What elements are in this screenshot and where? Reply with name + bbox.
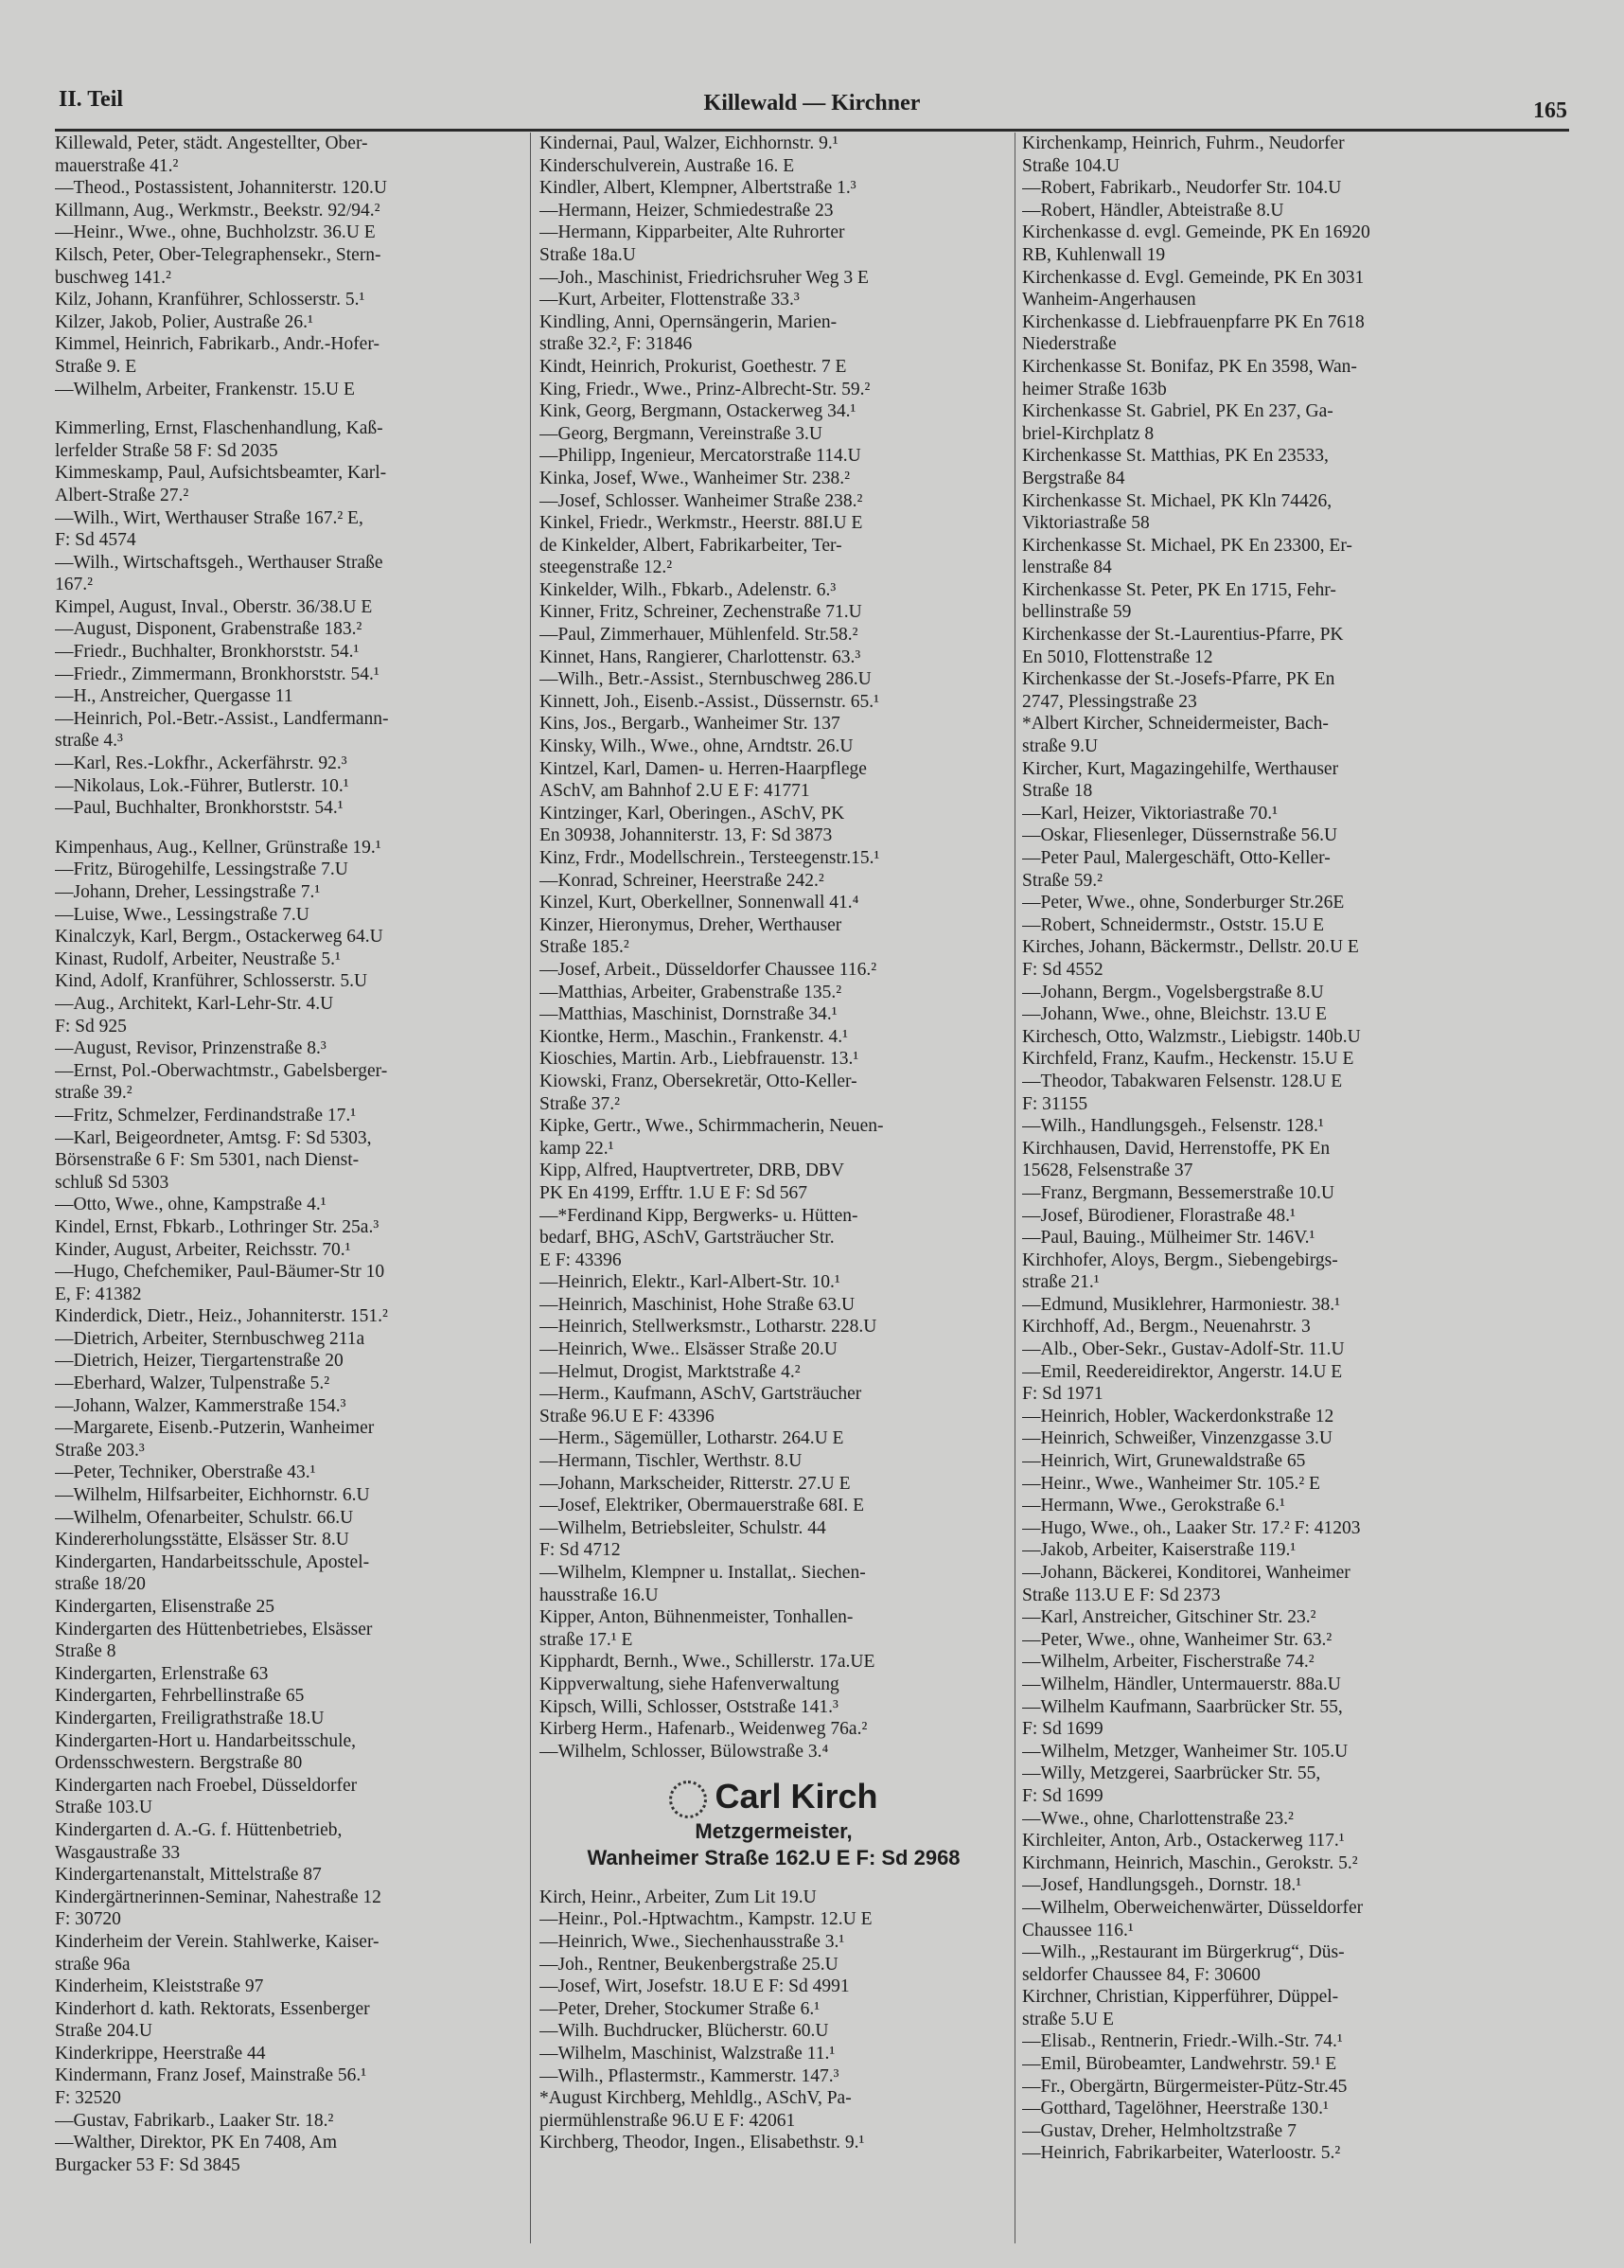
directory-line: Kindergarten, Elisenstraße 25 — [55, 1597, 274, 1617]
directory-line: F: 32520 — [55, 2088, 121, 2109]
directory-line: Kimpel, August, Inval., Oberstr. 36/38.U E — [55, 596, 373, 617]
directory-line: Kiontke, Herm., Maschin., Frankenstr. 4.¹ — [539, 1026, 848, 1047]
directory-line: —Friedr., Zimmermann, Bronkhorststr. 54.¹ — [55, 664, 380, 684]
directory-line: Kirchenkasse der St.-Josefs-Pfarre, PK En — [1022, 669, 1335, 690]
directory-line: —Wilhelm, Oberweichenwärter, Düsseldorfer — [1022, 1897, 1364, 1918]
directory-line: *August Kirchberg, Mehldlg., ASchV, Pa- — [539, 2088, 852, 2109]
directory-line: Kimmeskamp, Paul, Aufsichtsbeamter, Karl- — [55, 463, 387, 484]
directory-line: —Wilhelm, Klempner u. Installat,. Siechen- — [539, 1563, 866, 1583]
directory-line: —Johann, Bergm., Vogelsbergstraße 8.U — [1022, 982, 1324, 1002]
directory-line: —Oskar, Fliesenleger, Düssernstraße 56.U — [1022, 825, 1338, 846]
directory-line: —Edmund, Musiklehrer, Harmoniestr. 38.¹ — [1022, 1294, 1340, 1315]
directory-line: straße 18/20 — [55, 1574, 146, 1595]
directory-line: —Hermann, Wwe., Gerokstraße 6.¹ — [1022, 1496, 1285, 1516]
directory-line: Kindergartenanstalt, Mittelstraße 87 — [55, 1865, 322, 1886]
directory-column-2 — [539, 133, 1008, 2171]
directory-line: Kinnett, Joh., Eisenb.-Assist., Düssernstr. 65.¹ — [539, 691, 880, 712]
directory-line: —Luise, Wwe., Lessingstraße 7.U — [55, 904, 309, 925]
directory-line: —Heinrich, Maschinist, Hohe Straße 63.U — [539, 1294, 856, 1315]
directory-line: Kirchenkasse St. Michael, PK Kln 74426, — [1022, 490, 1333, 511]
directory-line: Kinast, Rudolf, Arbeiter, Neustraße 5.¹ — [55, 948, 341, 969]
directory-line: 15628, Felsenstraße 37 — [1022, 1161, 1193, 1181]
directory-line: —Elisab., Rentnerin, Friedr.-Wilh.-Str. 74.¹ — [1022, 2031, 1343, 2052]
directory-line: Straße 203.³ — [55, 1440, 145, 1461]
directory-line: straße 5.U E — [1022, 2009, 1114, 2029]
directory-line: —Wilh., Pflastermstr., Kammerstr. 147.³ — [539, 2065, 839, 2086]
directory-line: Kirchenkamp, Heinrich, Fuhrm., Neudorfer — [1022, 133, 1345, 153]
directory-line: Kirchhoff, Ad., Bergm., Neuenahrstr. 3 — [1022, 1317, 1311, 1338]
directory-line: Straße 103.U — [55, 1798, 152, 1818]
directory-line: —Kurt, Arbeiter, Flottenstraße 33.³ — [539, 290, 800, 310]
directory-line: seldorfer Chaussee 84, F: 30600 — [1022, 1964, 1261, 1985]
entry-group — [539, 1887, 1008, 2154]
directory-line: 2747, Plessingstraße 23 — [1022, 691, 1197, 712]
directory-line: —Willy, Metzgerei, Saarbrücker Str. 55, — [1022, 1763, 1321, 1784]
directory-line: —Heinr., Wwe., Wanheimer Str. 105.² E — [1022, 1473, 1320, 1494]
section-label: II. Teil — [59, 87, 124, 112]
directory-line: —Hugo, Wwe., oh., Laaker Str. 17.² F: 41203 — [1022, 1517, 1361, 1538]
directory-line: ASchV, am Bahnhof 2.U E F: 41771 — [539, 781, 810, 802]
directory-line: Kirchfeld, Franz, Kaufm., Heckenstr. 15.U E — [1022, 1049, 1354, 1070]
directory-line: —Emil, Reedereidirektor, Angerstr. 14.U E — [1022, 1361, 1343, 1382]
directory-line: E, F: 41382 — [55, 1284, 142, 1304]
directory-line: —Wilhelm, Maschinist, Walzstraße 11.¹ — [539, 2043, 836, 2064]
directory-line: Kimmerling, Ernst, Flaschenhandlung, Kaß- — [55, 418, 383, 439]
directory-line: Albert-Straße 27.² — [55, 485, 189, 505]
directory-line: —Heinrich, Schweißer, Vinzenzgasse 3.U — [1022, 1428, 1333, 1449]
directory-line: Kinnet, Hans, Rangierer, Charlottenstr. 63.³ — [539, 647, 861, 667]
directory-line: Kirchenkasse d. Evgl. Gemeinde, PK En 3031 — [1022, 267, 1365, 288]
directory-line: —Georg, Bergmann, Vereinstraße 3.U — [539, 423, 822, 444]
directory-line: Kinalczyk, Karl, Bergm., Ostackerweg 64.U — [55, 927, 383, 948]
directory-line: Wasgaustraße 33 — [55, 1842, 181, 1863]
directory-line: —Ernst, Pol.-Oberwachtmstr., Gabelsberger- — [55, 1060, 388, 1081]
directory-line: Kindel, Ernst, Fbkarb., Lothringer Str. 25a.³ — [55, 1216, 380, 1237]
directory-line: Straße 185.² — [539, 937, 629, 958]
directory-line: —Wilhelm, Betriebsleiter, Schulstr. 44 — [539, 1517, 826, 1538]
directory-line: Kindergarten, Erlenstraße 63 — [55, 1663, 269, 1684]
directory-line: Kindererholungsstätte, Elsässer Str. 8.U — [55, 1530, 349, 1550]
directory-line: —Wwe., ohne, Charlottenstraße 23.² — [1022, 1808, 1294, 1829]
directory-line: briel-Kirchplatz 8 — [1022, 423, 1155, 444]
directory-line: Kinderheim, Kleiststraße 97 — [55, 1976, 264, 1997]
directory-line: —Theod., Postassistent, Johanniterstr. 120.U — [55, 178, 387, 199]
directory-line: bellinstraße 59 — [1022, 602, 1132, 623]
directory-line: —Johann, Markscheider, Ritterstr. 27.U E — [539, 1473, 851, 1494]
entry-group — [55, 837, 523, 2177]
directory-line: Kinderhort d. kath. Rektorats, Essenberger — [55, 1998, 370, 2019]
directory-line: —August, Disponent, Grabenstraße 183.² — [55, 619, 362, 640]
directory-line: —Paul, Bauing., Mülheimer Str. 146V.¹ — [1022, 1228, 1315, 1249]
directory-line: —Peter, Techniker, Oberstraße 43.¹ — [55, 1462, 316, 1483]
directory-line: heimer Straße 163b — [1022, 379, 1167, 399]
directory-line: Kind, Adolf, Kranführer, Schlosserstr. 5.U — [55, 971, 368, 992]
directory-line: Chaussee 116.¹ — [1022, 1920, 1134, 1940]
directory-line: Kirchhausen, David, Herrenstoffe, PK En — [1022, 1138, 1331, 1159]
directory-line: straße 32.², F: 31846 — [539, 334, 693, 355]
directory-line: Kinsky, Wilh., Wwe., ohne, Arndtstr. 26.U — [539, 736, 854, 757]
directory-line: Straße 18a.U — [539, 244, 636, 265]
directory-line: Kinka, Josef, Wwe., Wanheimer Str. 238.² — [539, 468, 850, 488]
directory-line: —Dietrich, Arbeiter, Sternbuschweg 211a — [55, 1328, 365, 1349]
directory-line: —Peter, Dreher, Stockumer Straße 6.¹ — [539, 1998, 821, 2019]
entry-group — [55, 417, 523, 820]
directory-line: Straße 37.² — [539, 1093, 620, 1114]
directory-line: Kirchenkasse d. evgl. Gemeinde, PK En 16920 — [1022, 222, 1370, 243]
directory-line: Kirchhofer, Aloys, Bergm., Siebengebirgs- — [1022, 1249, 1338, 1270]
directory-line: Kilzer, Jakob, Polier, Austraße 26.¹ — [55, 311, 313, 332]
wreath-icon — [669, 1781, 707, 1818]
directory-line: Kirchner, Christian, Kipperführer, Düppel- — [1022, 1987, 1339, 2008]
directory-column-3 — [1022, 133, 1571, 2182]
directory-line: —Wilhelm, Ofenarbeiter, Schulstr. 66.U — [55, 1507, 354, 1528]
directory-line: Kindergarten, Handarbeitsschule, Apostel- — [55, 1551, 370, 1572]
directory-line: Straße 8 — [55, 1641, 116, 1662]
directory-line: RB, Kuhlenwall 19 — [1022, 244, 1166, 265]
directory-line: Kilsch, Peter, Ober-Telegraphensekr., Stern- — [55, 244, 381, 265]
directory-line: Kircher, Kurt, Magazingehilfe, Werthauser — [1022, 758, 1339, 779]
directory-line: bedarf, BHG, ASchV, Gartsträucher Str. — [539, 1228, 835, 1249]
directory-line: —Karl, Beigeordneter, Amtsg. F: Sd 5303, — [55, 1127, 372, 1148]
directory-line: —Fritz, Bürogehilfe, Lessingstraße 7.U — [55, 859, 348, 880]
directory-line: —Heinrich, Pol.-Betr.-Assist., Landfermann- — [55, 708, 389, 729]
directory-line: —Josef, Elektriker, Obermauerstraße 68I. E — [539, 1496, 865, 1516]
directory-line: Straße 96.U E F: 43396 — [539, 1406, 715, 1426]
directory-line: Kirches, Johann, Bäckermstr., Dellstr. 20.U E — [1022, 937, 1359, 958]
directory-line: piermühlenstraße 96.U E F: 42061 — [539, 2110, 796, 2131]
directory-line: —Emil, Bürobeamter, Landwehrstr. 59.¹ E — [1022, 2054, 1337, 2075]
directory-line: Kimmel, Heinrich, Fabrikarb., Andr.-Hofer- — [55, 334, 380, 355]
page-range-title: Killewald — Kirchner — [703, 91, 921, 115]
directory-line: —Wilh., Wirtschaftsgeh., Werthauser Straße — [55, 552, 383, 573]
ad-trade: Metzgermeister, — [695, 1818, 853, 1843]
directory-line: —Wilh., Handlungsgeh., Felsenstr. 128.¹ — [1022, 1116, 1324, 1137]
directory-line: —Gustav, Dreher, Helmholtzstraße 7 — [1022, 2120, 1297, 2141]
directory-line: —Heinr., Wwe., ohne, Buchholzstr. 36.U E — [55, 222, 376, 243]
directory-line: —Heinr., Pol.-Hptwachtm., Kampstr. 12.U E — [539, 1909, 873, 1930]
directory-line: Kipphardt, Bernh., Wwe., Schillerstr. 17a.UE — [539, 1652, 875, 1673]
directory-line: Kipke, Gertr., Wwe., Schirmmacherin, Neuen- — [539, 1116, 884, 1137]
directory-line: En 30938, Johanniterstr. 13, F: Sd 3873 — [539, 825, 833, 846]
directory-line: Kirchenkasse St. Matthias, PK En 23533, — [1022, 446, 1329, 467]
directory-line: —Helmut, Drogist, Marktstraße 4.² — [539, 1361, 801, 1382]
directory-line: Kirchleiter, Anton, Arb., Ostackerweg 117.¹ — [1022, 1831, 1345, 1852]
directory-line: —Wilhelm, Arbeiter, Frankenstr. 15.U E — [55, 379, 355, 399]
entry-group — [55, 133, 523, 400]
directory-line: Kins, Jos., Bergarb., Wanheimer Str. 137 — [539, 714, 840, 735]
ad-address: Wanheimer Straße 162.U E F: Sd 2968 — [587, 1845, 961, 1869]
entry-group — [539, 133, 1008, 1763]
directory-line: Kinner, Fritz, Schreiner, Zechenstraße 71.U — [539, 602, 862, 623]
directory-line: F: 31155 — [1022, 1093, 1088, 1114]
directory-line: F: Sd 4712 — [539, 1540, 621, 1561]
directory-line: —Konrad, Schreiner, Heerstraße 242.² — [539, 870, 824, 891]
directory-line: Kindergarten, Freiligrathstraße 18.U — [55, 1708, 325, 1728]
directory-line: F: Sd 1699 — [1022, 1785, 1103, 1806]
directory-line: Straße 18 — [1022, 781, 1093, 802]
directory-line: —Wilhelm, Schlosser, Bülowstraße 3.⁴ — [539, 1741, 829, 1762]
directory-line: —Josef, Schlosser. Wanheimer Straße 238.² — [539, 490, 863, 511]
directory-line: —Herm., Kaufmann, ASchV, Gartsträucher — [539, 1384, 862, 1405]
directory-line: —Eberhard, Walzer, Tulpenstraße 5.² — [55, 1373, 330, 1394]
directory-line: —Peter Paul, Malergeschäft, Otto-Keller- — [1022, 848, 1331, 868]
directory-line: Kippverwaltung, siehe Hafenverwaltung — [539, 1674, 839, 1694]
directory-line: Straße 104.U — [1022, 155, 1120, 176]
directory-line: steegenstraße 12.² — [539, 558, 673, 578]
directory-line: —Dietrich, Heizer, Tiergartenstraße 20 — [55, 1351, 344, 1372]
directory-line: —Heinrich, Elektr., Karl-Albert-Str. 10.¹ — [539, 1272, 840, 1293]
directory-line: —Johann, Bäckerei, Konditorei, Wanheimer — [1022, 1563, 1350, 1583]
directory-line: —Josef, Arbeit., Düsseldorfer Chaussee 116.² — [539, 959, 877, 980]
directory-line: Kinderkrippe, Heerstraße 44 — [55, 2043, 266, 2064]
directory-line: Kinz, Frdr., Modellschrein., Tersteegenstr.15.¹ — [539, 848, 880, 868]
directory-line: —Heinrich, Wwe.. Elsässer Straße 20.U — [539, 1339, 838, 1360]
directory-line: straße 17.¹ E — [539, 1629, 633, 1650]
directory-line: Kirchenkasse St. Bonifaz, PK En 3598, Wan- — [1022, 356, 1357, 377]
directory-line: Kinderdick, Dietr., Heiz., Johanniterstr. 151.² — [55, 1306, 388, 1327]
directory-line: —Heinrich, Fabrikarbeiter, Waterloostr. 5.² — [1022, 2143, 1341, 2164]
directory-line: —Margarete, Eisenb.-Putzerin, Wanheimer — [55, 1418, 375, 1439]
directory-line: Burgacker 53 F: Sd 3845 — [55, 2154, 240, 2175]
directory-line: —*Ferdinand Kipp, Bergwerks- u. Hütten- — [539, 1205, 858, 1226]
column-divider — [530, 133, 531, 2243]
advertisement-carl-kirch — [539, 1776, 1008, 1870]
directory-column-1 — [55, 133, 523, 2193]
directory-line: *Albert Kircher, Schneidermeister, Bach- — [1022, 714, 1329, 735]
directory-line: Kirchenkasse St. Gabriel, PK En 237, Ga- — [1022, 401, 1333, 422]
directory-line: straße 96a — [55, 1954, 131, 1975]
directory-line: buschweg 141.² — [55, 267, 171, 288]
header-rule — [55, 129, 1569, 132]
directory-line: Niederstraße — [1022, 334, 1117, 355]
directory-line: —Matthias, Arbeiter, Grabenstraße 135.² — [539, 982, 842, 1002]
entry-group — [1022, 133, 1571, 2165]
directory-line: Kindler, Albert, Klempner, Albertstraße 1.³ — [539, 178, 856, 199]
directory-line: —Wilhelm, Metzger, Wanheimer Str. 105.U — [1022, 1741, 1349, 1762]
directory-line: —Karl, Heizer, Viktoriastraße 70.¹ — [1022, 803, 1278, 824]
directory-line: Straße 113.U E F: Sd 2373 — [1022, 1585, 1221, 1605]
directory-line: PK En 4199, Erfftr. 1.U E F: Sd 567 — [539, 1182, 807, 1203]
directory-line: F: Sd 4552 — [1022, 959, 1103, 980]
directory-line: Kindling, Anni, Opernsängerin, Marien- — [539, 311, 838, 332]
directory-line: —Gustav, Fabrikarb., Laaker Str. 18.² — [55, 2110, 334, 2131]
directory-line: —Hermann, Tischler, Werthstr. 8.U — [539, 1451, 803, 1472]
directory-line: —Wilh., Betr.-Assist., Sternbuschweg 286.U — [539, 669, 872, 690]
directory-line: —Robert, Fabrikarb., Neudorfer Str. 104.U — [1022, 178, 1342, 199]
directory-line: —Hugo, Chefchemiker, Paul-Bäumer-Str 10 — [55, 1262, 385, 1283]
directory-line: Kilz, Johann, Kranführer, Schlosserstr. 5.¹ — [55, 290, 365, 310]
directory-line: —Wilhelm Kaufmann, Saarbrücker Str. 55, — [1022, 1696, 1343, 1717]
directory-line: Kirchenkasse St. Peter, PK En 1715, Fehr- — [1022, 579, 1336, 600]
directory-line: Kindernai, Paul, Walzer, Eichhornstr. 9.¹ — [539, 133, 838, 153]
directory-line: Kinderschulverein, Austraße 16. E — [539, 155, 795, 176]
directory-line: F: Sd 1971 — [1022, 1384, 1103, 1405]
directory-line: —Theodor, Tabakwaren Felsenstr. 128.U E — [1022, 1071, 1343, 1091]
directory-line: —Franz, Bergmann, Bessemerstraße 10.U — [1022, 1182, 1334, 1203]
directory-line: Kinder, August, Arbeiter, Reichsstr. 70.¹ — [55, 1239, 351, 1260]
directory-line: —Hermann, Kipparbeiter, Alte Ruhrorter — [539, 222, 845, 243]
directory-line: Kinkelder, Wilh., Fbkarb., Adelenstr. 6.³ — [539, 579, 837, 600]
directory-line: kamp 22.¹ — [539, 1138, 614, 1159]
directory-line: F: Sd 4574 — [55, 530, 136, 551]
directory-line: —Wilh., „Restaurant im Bürgerkrug“, Düs- — [1022, 1942, 1345, 1963]
directory-line: —Matthias, Maschinist, Dornstraße 34.¹ — [539, 1004, 838, 1025]
directory-line: King, Friedr., Wwe., Prinz-Albrecht-Str. 59.² — [539, 379, 871, 399]
directory-line: —Heinrich, Wwe., Siechenhausstraße 3.¹ — [539, 1932, 845, 1953]
directory-line: Kirch, Heinr., Arbeiter, Zum Lit 19.U — [539, 1887, 817, 1907]
directory-line: 167.² — [55, 575, 93, 595]
directory-line: —Peter, Wwe., ohne, Wanheimer Str. 63.² — [1022, 1629, 1333, 1650]
page-number: 165 — [1533, 98, 1567, 123]
directory-line: En 5010, Flottenstraße 12 — [1022, 647, 1213, 667]
directory-line: —Otto, Wwe., ohne, Kampstraße 4.¹ — [55, 1195, 327, 1215]
directory-line: Kink, Georg, Bergmann, Ostackerweg 34.¹ — [539, 401, 856, 422]
directory-line: Ordensschwestern. Bergstraße 80 — [55, 1753, 303, 1774]
directory-line: Kinderheim der Verein. Stahlwerke, Kaiser- — [55, 1931, 380, 1952]
directory-line: —Paul, Zimmerhauer, Mühlenfeld. Str.58.² — [539, 625, 858, 646]
directory-line: Straße 59.² — [1022, 870, 1103, 891]
directory-line: —Wilh., Wirt, Werthauser Straße 167.² E, — [55, 507, 363, 528]
directory-line: —Johann, Wwe., ohne, Bleichstr. 13.U E — [1022, 1004, 1327, 1025]
directory-line: —Johann, Walzer, Kammerstraße 154.³ — [55, 1395, 346, 1416]
directory-line: —Nikolaus, Lok.-Führer, Butlerstr. 10.¹ — [55, 775, 349, 796]
directory-line: —August, Revisor, Prinzenstraße 8.³ — [55, 1038, 327, 1059]
directory-line: Kioschies, Martin. Arb., Liebfrauenstr. 13.¹ — [539, 1049, 859, 1070]
directory-line: E F: 43396 — [539, 1249, 622, 1270]
directory-line: straße 4.³ — [55, 731, 123, 752]
directory-line: —Robert, Schneidermstr., Oststr. 15.U E — [1022, 914, 1325, 935]
directory-line: Killmann, Aug., Werkmstr., Beekstr. 92/94.² — [55, 200, 380, 221]
directory-line: —Heinrich, Stellwerksmstr., Lotharstr. 228.U — [539, 1317, 877, 1338]
directory-line: Kintzel, Karl, Damen- u. Herren-Haarpflege — [539, 758, 867, 779]
directory-line: —Wilh. Buchdrucker, Blücherstr. 60.U — [539, 2021, 829, 2042]
directory-line: Kindergarten d. A.-G. f. Hüttenbetrieb, — [55, 1819, 343, 1840]
directory-line: —Johann, Dreher, Lessingstraße 7.¹ — [55, 882, 321, 902]
directory-line: de Kinkelder, Albert, Fabrikarbeiter, Ter- — [539, 535, 842, 556]
directory-line: schluß Sd 5303 — [55, 1172, 169, 1193]
directory-line: Kirchesch, Otto, Walzmstr., Liebigstr. 140b.U — [1022, 1026, 1361, 1047]
directory-line: —H., Anstreicher, Quergasse 11 — [55, 686, 293, 707]
directory-line: Bergstraße 84 — [1022, 468, 1125, 488]
directory-line: Straße 204.U — [55, 2021, 152, 2042]
directory-line: —Josef, Handlungsgeh., Dornstr. 18.¹ — [1022, 1875, 1302, 1896]
directory-line: F: 30720 — [55, 1909, 121, 1930]
directory-line: —Heinrich, Wirt, Grunewaldstraße 65 — [1022, 1451, 1306, 1472]
directory-line: —Joh., Rentner, Beukenbergstraße 25.U — [539, 1954, 838, 1975]
directory-line: Kindergarten-Hort u. Handarbeitsschule, — [55, 1730, 357, 1751]
directory-line: —Heinrich, Hobler, Wackerdonkstraße 12 — [1022, 1406, 1334, 1426]
directory-line: Kirchenkasse der St.-Laurentius-Pfarre, PK — [1022, 625, 1344, 646]
directory-line: lenstraße 84 — [1022, 558, 1112, 578]
directory-line: F: Sd 1699 — [1022, 1719, 1103, 1740]
directory-line: F: Sd 925 — [55, 1016, 127, 1037]
directory-line: straße 21.¹ — [1022, 1272, 1100, 1293]
directory-line: —Paul, Buchhalter, Bronkhorststr. 54.¹ — [55, 798, 344, 819]
directory-line: Kinzel, Kurt, Oberkellner, Sonnenwall 41.⁴ — [539, 893, 859, 913]
directory-line: —Karl, Res.-Lokfhr., Ackerfährstr. 92.³ — [55, 753, 347, 774]
directory-line: —Wilhelm, Arbeiter, Fischerstraße 74.² — [1022, 1652, 1315, 1673]
directory-line: Viktoriastraße 58 — [1022, 513, 1150, 534]
directory-line: Straße 9. E — [55, 356, 137, 377]
directory-line: Kindermann, Franz Josef, Mainstraße 56.¹ — [55, 2065, 367, 2086]
directory-line: —Alb., Ober-Sekr., Gustav-Adolf-Str. 11.U — [1022, 1339, 1345, 1360]
directory-line: Kindergarten, Fehrbellinstraße 65 — [55, 1686, 305, 1707]
directory-line: —Jakob, Arbeiter, Kaiserstraße 119.¹ — [1022, 1540, 1297, 1561]
directory-line: —Wilhelm, Händler, Untermauerstr. 88a.U — [1022, 1674, 1341, 1694]
directory-line: —Herm., Sägemüller, Lotharstr. 264.U E — [539, 1428, 844, 1449]
directory-line: —Hermann, Heizer, Schmiedestraße 23 — [539, 200, 834, 221]
directory-line: —Wilhelm, Hilfsarbeiter, Eichhornstr. 6.U — [55, 1485, 370, 1506]
directory-line: —Gotthard, Tagelöhner, Heerstraße 130.¹ — [1022, 2099, 1329, 2119]
directory-line: —Josef, Bürodiener, Florastraße 48.¹ — [1022, 1205, 1296, 1226]
directory-line: —Aug., Architekt, Karl-Lehr-Str. 4.U — [55, 993, 334, 1014]
directory-line: —Joh., Maschinist, Friedrichsruher Weg 3 E — [539, 267, 869, 288]
directory-line: —Friedr., Buchhalter, Bronkhorststr. 54.¹ — [55, 642, 360, 663]
directory-line: Kiowski, Franz, Obersekretär, Otto-Keller- — [539, 1071, 857, 1091]
directory-line: Kintzinger, Karl, Oberingen., ASchV, PK — [539, 803, 845, 824]
directory-line: Kindergarten nach Froebel, Düsseldorfer — [55, 1775, 358, 1796]
directory-line: —Fritz, Schmelzer, Ferdinandstraße 17.¹ — [55, 1105, 357, 1125]
directory-line: lerfelder Straße 58 F: Sd 2035 — [55, 440, 278, 461]
directory-line: Börsenstraße 6 F: Sm 5301, nach Dienst- — [55, 1150, 360, 1171]
directory-line: Kindt, Heinrich, Prokurist, Goethestr. 7 E — [539, 356, 847, 377]
directory-line: —Fr., Obergärtn, Bürgermeister-Pütz-Str.45 — [1022, 2076, 1348, 2097]
directory-line: —Robert, Händler, Abteistraße 8.U — [1022, 200, 1284, 221]
ad-name: Carl Kirch — [715, 1777, 878, 1816]
directory-line: —Walther, Direktor, PK En 7408, Am — [55, 2133, 337, 2153]
directory-line: straße 9.U — [1022, 736, 1099, 757]
directory-line: Kindergärtnerinnen-Seminar, Nahestraße 12 — [55, 1887, 381, 1907]
directory-line: Kindergarten des Hüttenbetriebes, Elsässer — [55, 1619, 373, 1639]
directory-line: —Karl, Anstreicher, Gitschiner Str. 23.² — [1022, 1607, 1316, 1628]
directory-line: Killewald, Peter, städt. Angestellter, Ober- — [55, 133, 368, 153]
directory-line: Kirchberg, Theodor, Ingen., Elisabethstr. 9.¹ — [539, 2133, 865, 2153]
directory-line: Wanheim-Angerhausen — [1022, 290, 1196, 310]
directory-line: Kipper, Anton, Bühnenmeister, Tonhallen- — [539, 1607, 854, 1628]
directory-line: —Philipp, Ingenieur, Mercatorstraße 114.U — [539, 446, 861, 467]
directory-line: straße 39.² — [55, 1083, 132, 1104]
directory-line: Kinzer, Hieronymus, Dreher, Werthauser — [539, 914, 842, 935]
directory-line: mauerstraße 41.² — [55, 155, 179, 176]
directory-line: Kirchmann, Heinrich, Maschin., Gerokstr. 5.² — [1022, 1852, 1358, 1873]
directory-line: Kimpenhaus, Aug., Kellner, Grünstraße 19.¹ — [55, 837, 381, 858]
directory-line: Kirchenkasse d. Liebfrauenpfarre PK En 7618 — [1022, 311, 1365, 332]
directory-line: —Peter, Wwe., ohne, Sonderburger Str.26E — [1022, 893, 1345, 913]
directory-line: Kirchenkasse St. Michael, PK En 23300, Er- — [1022, 535, 1352, 556]
directory-line: —Josef, Wirt, Josefstr. 18.U E F: Sd 4991 — [539, 1976, 850, 1997]
directory-line: hausstraße 16.U — [539, 1585, 659, 1605]
directory-line: Kirberg Herm., Hafenarb., Weidenweg 76a.² — [539, 1719, 868, 1740]
directory-line: Kipsch, Willi, Schlosser, Oststraße 141.³ — [539, 1696, 838, 1717]
directory-line: Kinkel, Friedr., Werkmstr., Heerstr. 88I.U E — [539, 513, 863, 534]
directory-line: Kipp, Alfred, Hauptvertreter, DRB, DBV — [539, 1161, 844, 1181]
